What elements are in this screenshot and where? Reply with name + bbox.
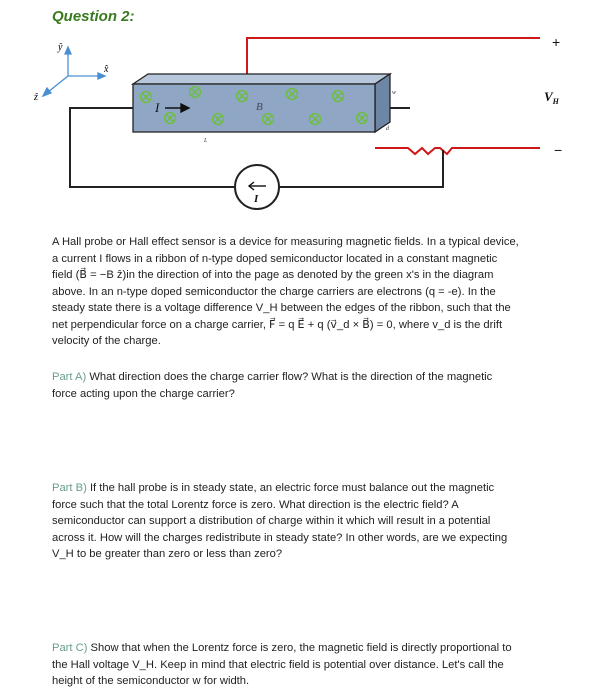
axes-icon (43, 47, 105, 96)
source-current-label: I (254, 193, 259, 205)
intro-line: net perpendicular force on a charge carrier, F⃗ = q E⃗ + q (v⃗_d × B⃗) = 0, where v_d is the drift (52, 318, 503, 331)
part-b-line: V_H to be greater than zero or less than zero? (52, 548, 283, 560)
axis-x-label: x̂ (104, 64, 109, 75)
part-a-line: force acting upon the charge carrier? (52, 387, 235, 400)
length-label: L (204, 138, 208, 144)
part-b-line: semiconductor can support a distribution of charge within it which will result in a potential (52, 515, 491, 527)
intro-paragraph (52, 234, 562, 350)
part-a-label: Part A) (52, 371, 87, 383)
hall-probe-diagram (0, 0, 602, 225)
minus-terminal-label: − (554, 142, 563, 158)
depth-label: d (386, 126, 389, 132)
intro-line: velocity of the charge. (52, 335, 161, 347)
plus-terminal-label: + (552, 34, 561, 50)
axis-z-label: ẑ (34, 92, 38, 103)
field-label: B (256, 101, 263, 113)
intro-line: above. In an n-type doped semiconductor the charge carriers are electrons (q = -e). In the (52, 285, 496, 298)
part-b-line: If the hall probe is in steady state, an electric force must balance out the magnetic (89, 482, 495, 494)
part-a (52, 369, 562, 402)
question-title: Question 2: (52, 8, 135, 25)
part-c-line: the Hall voltage V_H. Keep in mind that electric field is potential over distance. Let's call the (52, 658, 504, 671)
current-label: I (155, 100, 160, 115)
axis-y-label: ŷ (58, 42, 63, 53)
part-c-line: Show that when the Lorentz force is zero, the magnetic field is directly proportional to (90, 642, 512, 654)
part-b-label: Part B) (52, 482, 87, 494)
part-c-label: Part C) (52, 642, 88, 654)
intro-line: steady state there is a voltage difference V_H between the edges of the ribbon, such that the (52, 302, 511, 314)
intro-line: field (B⃗ = −B ẑ)in the direction of into the page as denoted by the green x's in the diagram (52, 269, 494, 281)
part-b-line: across it. How will the charges redistribute in steady state? In other words, are we expecting (52, 531, 508, 544)
hall-voltage-label: $V_H$ (544, 89, 559, 106)
intro-line: A Hall probe or Hall effect sensor is a device for measuring magnetic fields. In a typical device, (52, 236, 519, 248)
part-c-line: height of the semiconductor w for width. (52, 675, 250, 687)
part-b (52, 480, 562, 563)
part-b-line: force such that the total Lorentz force is zero. What direction is the electric field? A (52, 498, 459, 511)
part-a-line: What direction does the charge carrier flow? What is the direction of the magnetic (89, 371, 493, 383)
part-c (52, 640, 562, 690)
width-label: w (392, 90, 397, 96)
intro-line: a current I flows in a ribbon of n-type doped semiconductor located in a constant magnetic (52, 252, 498, 265)
